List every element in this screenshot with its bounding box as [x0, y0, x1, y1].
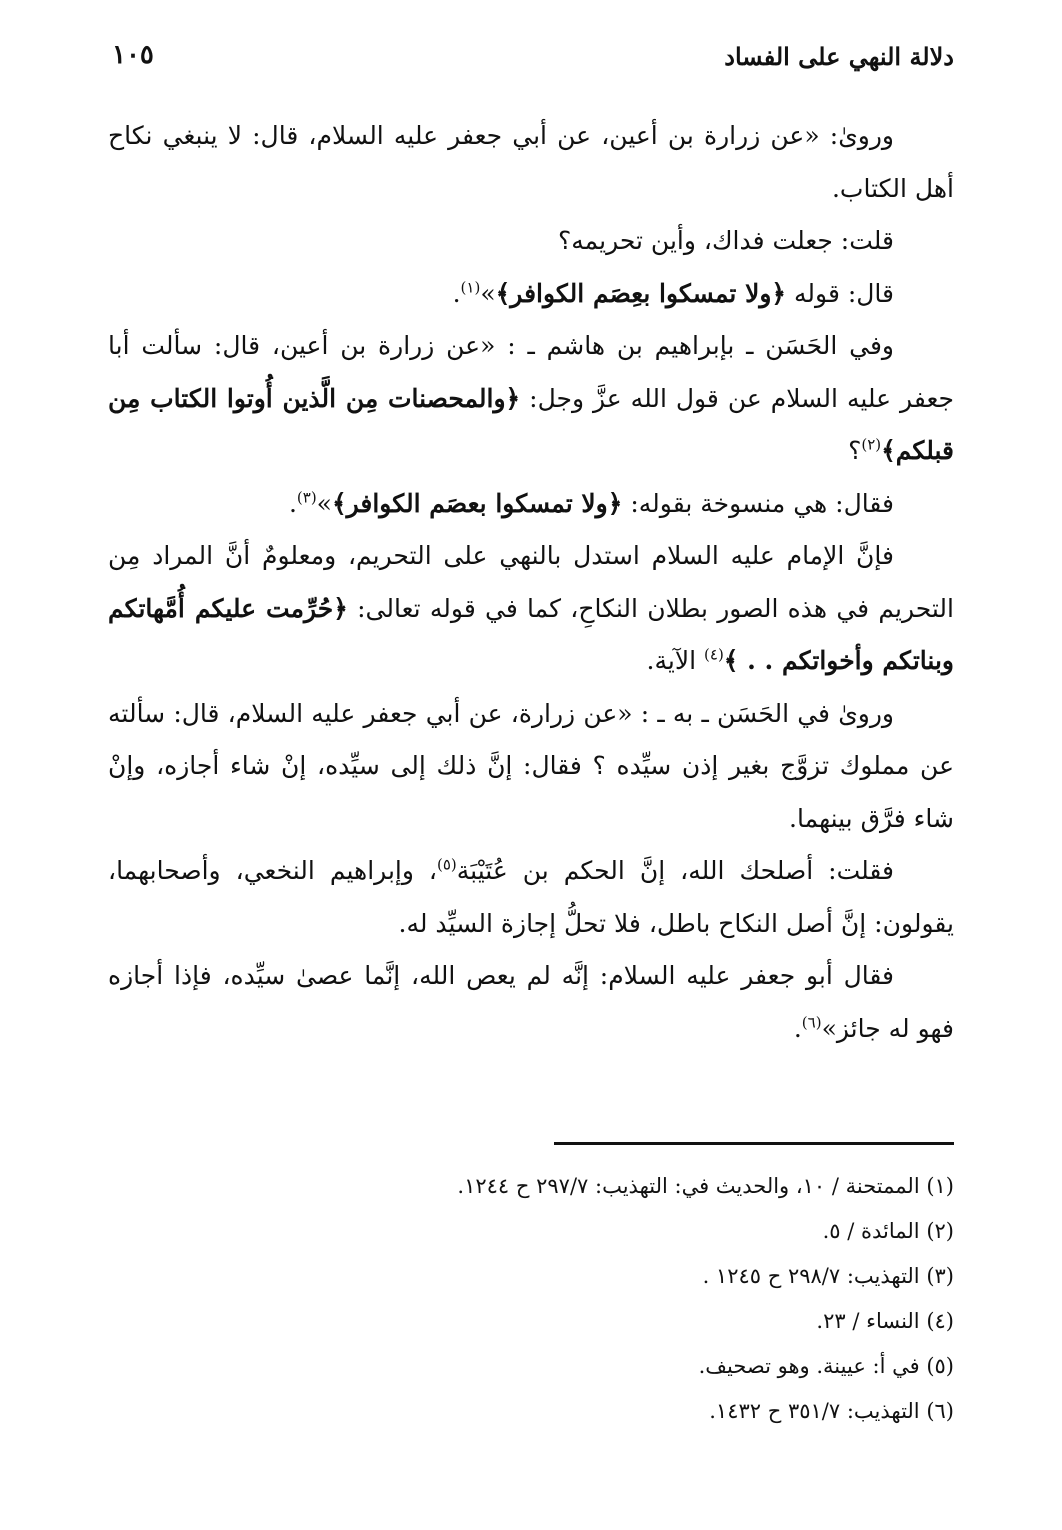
footnote-1: (١) الممتحنة / ١٠، والحديث في: التهذيب: ٢٩٧/٧ ح ١٢٤٤.	[457, 1174, 954, 1198]
quran-quote: ﴿والمحصنات مِن الَّذين أُوتوا الكتاب مِن قبلكم﴾	[108, 383, 954, 465]
running-title: دلالة النهي على الفساد	[724, 42, 954, 71]
footnote-4: (٤) النساء / ٢٣.	[816, 1309, 954, 1333]
paragraph-1	[108, 110, 954, 215]
paragraph-9	[108, 950, 954, 1055]
main-text	[108, 110, 954, 1055]
paragraph-end: ؟	[848, 436, 862, 465]
paragraph-text: فقال أبو جعفر عليه السلام: إنَّه لم يعص الله، إنَّما عصىٰ سيِّده، فإذا أجازه فهو له جائز»	[108, 961, 954, 1043]
page-number: ١٠٥	[112, 40, 154, 70]
quran-quote: ﴿ولا تمسكوا بعِصَم الكوافر﴾	[495, 278, 787, 308]
paragraph-text: فإنَّ الإمام عليه السلام استدل بالنهي على التحريم، ومعلومٌ أنَّ المراد مِن التحريم في هذه الصور بطلان النكاحِ، كما في قوله تعالى:	[108, 541, 954, 623]
footnote-3: (٣) التهذيب: ٢٩٨/٧ ح ١٢٤٥ .	[702, 1264, 954, 1288]
quote-close: »	[316, 488, 332, 518]
paragraph-text: وفي الحَسَن ـ بإبراهيم بن هاشم ـ : «عن زرارة بن أعين، قال: سألت أبا جعفر عليه السلام عن قول الله عزَّ وجل:	[108, 331, 954, 413]
paragraph-end: .	[288, 488, 297, 518]
paragraph-end: .	[793, 1013, 802, 1043]
quran-quote: ﴿حُرِّمت عليكم أُمَّهاتكم وبناتكم وأخواتكم . . ﴾	[108, 593, 954, 675]
footnote-5: (٥) في أ: عيينة. وهو تصحيف.	[698, 1354, 954, 1378]
quran-quote: ﴿ولا تمسكوا بعصَم الكوافر﴾	[331, 488, 623, 518]
footnote-6: (٦) التهذيب: ٣٥١/٧ ح ١٤٣٢.	[709, 1399, 954, 1423]
paragraph-end: .	[452, 278, 461, 308]
paragraph-6	[108, 530, 954, 688]
footnote-2: (٢) المائدة / ٥.	[822, 1219, 954, 1243]
paragraph-text: وروىٰ في الحَسَن ـ به ـ : «عن زرارة، عن أبي جعفر عليه السلام، قال: سألته عن مملوك تزوَّج بغير إذن سيِّده ؟ فقال: إنَّ ذلك إلى سيِّده، إنْ شاء أجازه، وإنْ شاء فرَّق بينهما.	[108, 698, 954, 833]
footnote-ref: (٦)	[801, 1013, 822, 1032]
paragraph-text: فقال: هي منسوخة بقوله:	[622, 488, 894, 518]
footnote-ref: (٤)	[704, 645, 724, 664]
paragraph-text: قال: قوله	[786, 278, 894, 308]
paragraph-8	[108, 845, 954, 950]
paragraph-text: قلت: جعلت فداك، وأين تحريمه؟	[558, 226, 894, 255]
footnotes	[108, 1164, 954, 1434]
paragraph-end: الآية.	[646, 646, 705, 675]
paragraph-end: ، وإبراهيم النخعي، وأصحابهما، يقولون: إنَّ أصل النكاح باطل، فلا تحلُّ إجازة السيِّد له.	[108, 856, 954, 938]
footnote-ref: (٥)	[437, 855, 457, 874]
paragraph-text: فقلت: أصلحك الله، إنَّ الحكم بن عُتَيْبَة	[456, 856, 894, 885]
footnote-divider	[554, 1142, 954, 1145]
footnote-ref: (٣)	[296, 488, 317, 507]
paragraph-text: وروىٰ: «عن زرارة بن أعين، عن أبي جعفر عليه السلام، قال: لا ينبغي نكاح أهل الكتاب.	[108, 121, 954, 203]
quote-close: »	[480, 278, 496, 308]
paragraph-3	[108, 268, 954, 321]
paragraph-7	[108, 688, 954, 846]
paragraph-5	[108, 478, 954, 531]
paragraph-2	[108, 215, 954, 268]
footnote-ref: (٢)	[861, 435, 882, 454]
paragraph-4	[108, 320, 954, 478]
footnote-ref: (١)	[460, 278, 481, 297]
